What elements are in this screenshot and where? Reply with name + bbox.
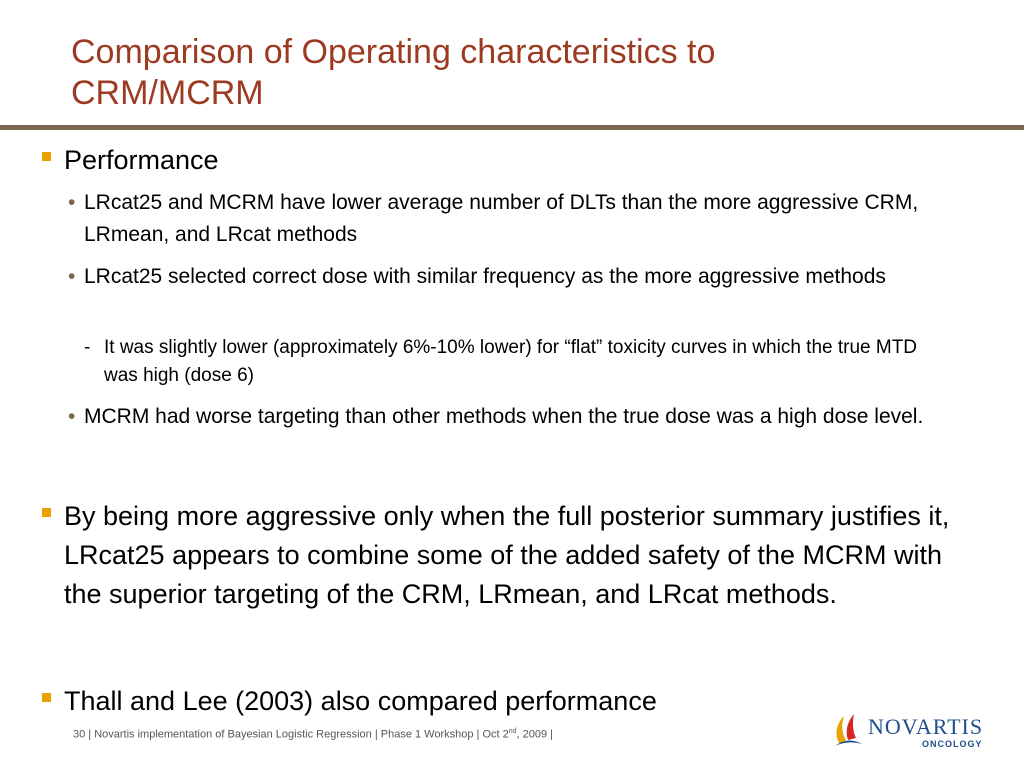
bullet-thall-lee — [64, 682, 954, 721]
sub-bullet-text: LRcat25 selected correct dose with similar frequency as the more aggressive methods — [84, 265, 886, 288]
footer-text-end: , 2009 | — [516, 728, 554, 741]
sub-bullet-dlts — [68, 187, 944, 251]
dash-bullet-icon: - — [84, 337, 91, 358]
bullet-performance — [64, 141, 954, 180]
square-bullet-icon — [42, 508, 51, 517]
dot-bullet-icon: • — [68, 405, 76, 428]
logo-subtitle: ONCOLOGY — [922, 739, 983, 749]
bullet-text: Thall and Lee (2003) also compared performance — [64, 686, 657, 716]
bullet-aggressive-summary — [64, 497, 954, 614]
footer-text: 30 | Novartis implementation of Bayesian Logistic Regression | Phase 1 Workshop | Oct 2 — [73, 728, 509, 741]
bullet-text: By being more aggressive only when the full posterior summary justifies it, LRcat25 appears to combine some of the added safety of the MCRM with the superior targeting of the CRM, LRmean, and LRcat methods. — [64, 501, 950, 609]
logo-wordmark: NOVARTIS — [868, 714, 984, 739]
novartis-oncology-logo — [830, 710, 990, 754]
sub-bullet-text: LRcat25 and MCRM have lower average number of DLTs than the more aggressive CRM, LRmean, and LRcat methods — [84, 191, 919, 246]
bullet-text: Performance — [64, 145, 219, 175]
flame-icon — [830, 710, 866, 750]
slide-title: Comparison of Operating characteristics to CRM/MCRM — [71, 33, 716, 112]
sub-bullet-mcrm-targeting — [68, 401, 944, 433]
square-bullet-icon — [42, 152, 51, 161]
sub-sub-bullet-flat-curves — [84, 334, 954, 390]
dot-bullet-icon: • — [68, 265, 76, 288]
slide-footer — [73, 728, 553, 741]
sub-bullet-dose-selection — [68, 261, 944, 293]
sub-bullet-text: MCRM had worse targeting than other methods when the true dose was a high dose level. — [84, 405, 924, 428]
sub-sub-bullet-text: It was slightly lower (approximately 6%-10% lower) for “flat” toxicity curves in which the true MTD was high (dose 6) — [104, 337, 918, 386]
square-bullet-icon — [42, 693, 51, 702]
dot-bullet-icon: • — [68, 191, 76, 214]
title-divider — [0, 125, 1024, 130]
footer-superscript: nd — [508, 728, 517, 735]
